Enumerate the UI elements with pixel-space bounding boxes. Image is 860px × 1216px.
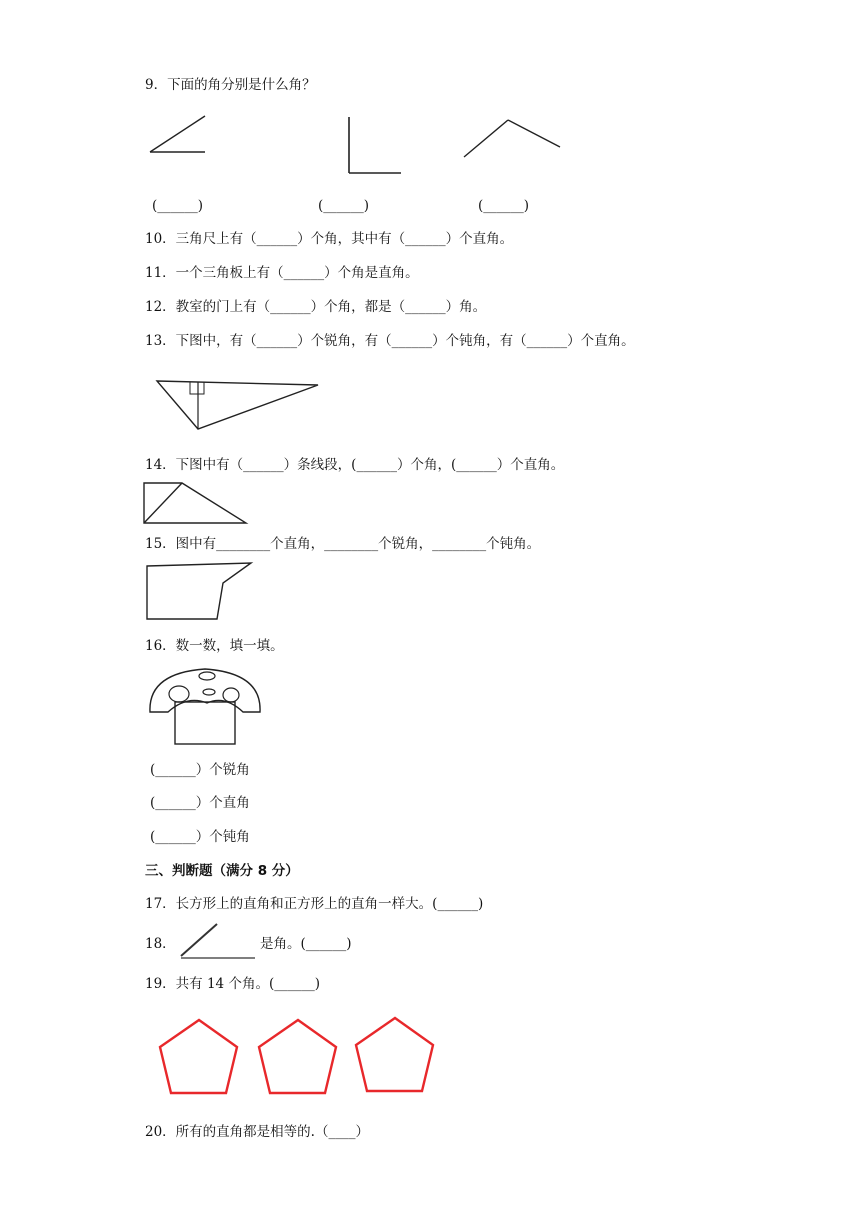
q16-acute-answer[interactable]: (______）个锐角 xyxy=(150,762,250,778)
q9-acute-angle-figure xyxy=(145,112,215,157)
q16-right-answer[interactable]: (______）个直角 xyxy=(150,795,250,811)
q16-mushroom-figure xyxy=(145,665,265,747)
q14-text: 14．下图中有（______）条线段，(______）个角，(______）个直角。 xyxy=(145,457,565,473)
q9-right-angle-figure xyxy=(343,114,405,178)
q18-number: 18． xyxy=(145,936,176,952)
q19-text: 19．共有 14 个角。(______) xyxy=(145,976,320,992)
q9-obtuse-angle-figure xyxy=(460,116,564,162)
q14-trapezoid-figure xyxy=(142,481,250,527)
q15-polygon-figure xyxy=(145,561,253,621)
q10-text: 10．三角尺上有（______）个角，其中有（______）个直角。 xyxy=(145,231,514,247)
q18-angle-figure xyxy=(175,921,257,963)
pentagon-2 xyxy=(259,1020,336,1093)
q17-text: 17．长方形上的直角和正方形上的直角一样大。(______) xyxy=(145,896,484,912)
q13-triangle-figure xyxy=(155,378,321,432)
q9-blank-3[interactable]: (______) xyxy=(478,198,530,214)
q18-text: 是角。(______) xyxy=(260,936,352,952)
q12-text: 12．教室的门上有（______）个角，都是（______）角。 xyxy=(145,299,487,315)
q13-text: 13．下图中，有（______）个锐角，有（______）个钝角，有（______）个直角。 xyxy=(145,333,635,349)
q19-pentagons-figure xyxy=(155,1012,440,1098)
q20-text: 20．所有的直角都是相等的.（____） xyxy=(145,1124,369,1140)
q9-blank-1[interactable]: (______) xyxy=(152,198,204,214)
pentagon-1 xyxy=(160,1020,237,1093)
q15-text: 15．图中有________个直角，________个锐角，________个钝角。 xyxy=(145,536,541,552)
q9-blank-2[interactable]: (______) xyxy=(318,198,370,214)
q16-text: 16．数一数，填一填。 xyxy=(145,638,284,654)
q9-text: 9．下面的角分别是什么角？ xyxy=(145,77,316,93)
section-heading-judgement: 三、判断题（满分 8 分） xyxy=(145,863,299,879)
q11-text: 11．一个三角板上有（______）个角是直角。 xyxy=(145,265,419,281)
pentagon-3 xyxy=(356,1018,433,1091)
q16-obtuse-answer[interactable]: (______）个钝角 xyxy=(150,829,250,845)
